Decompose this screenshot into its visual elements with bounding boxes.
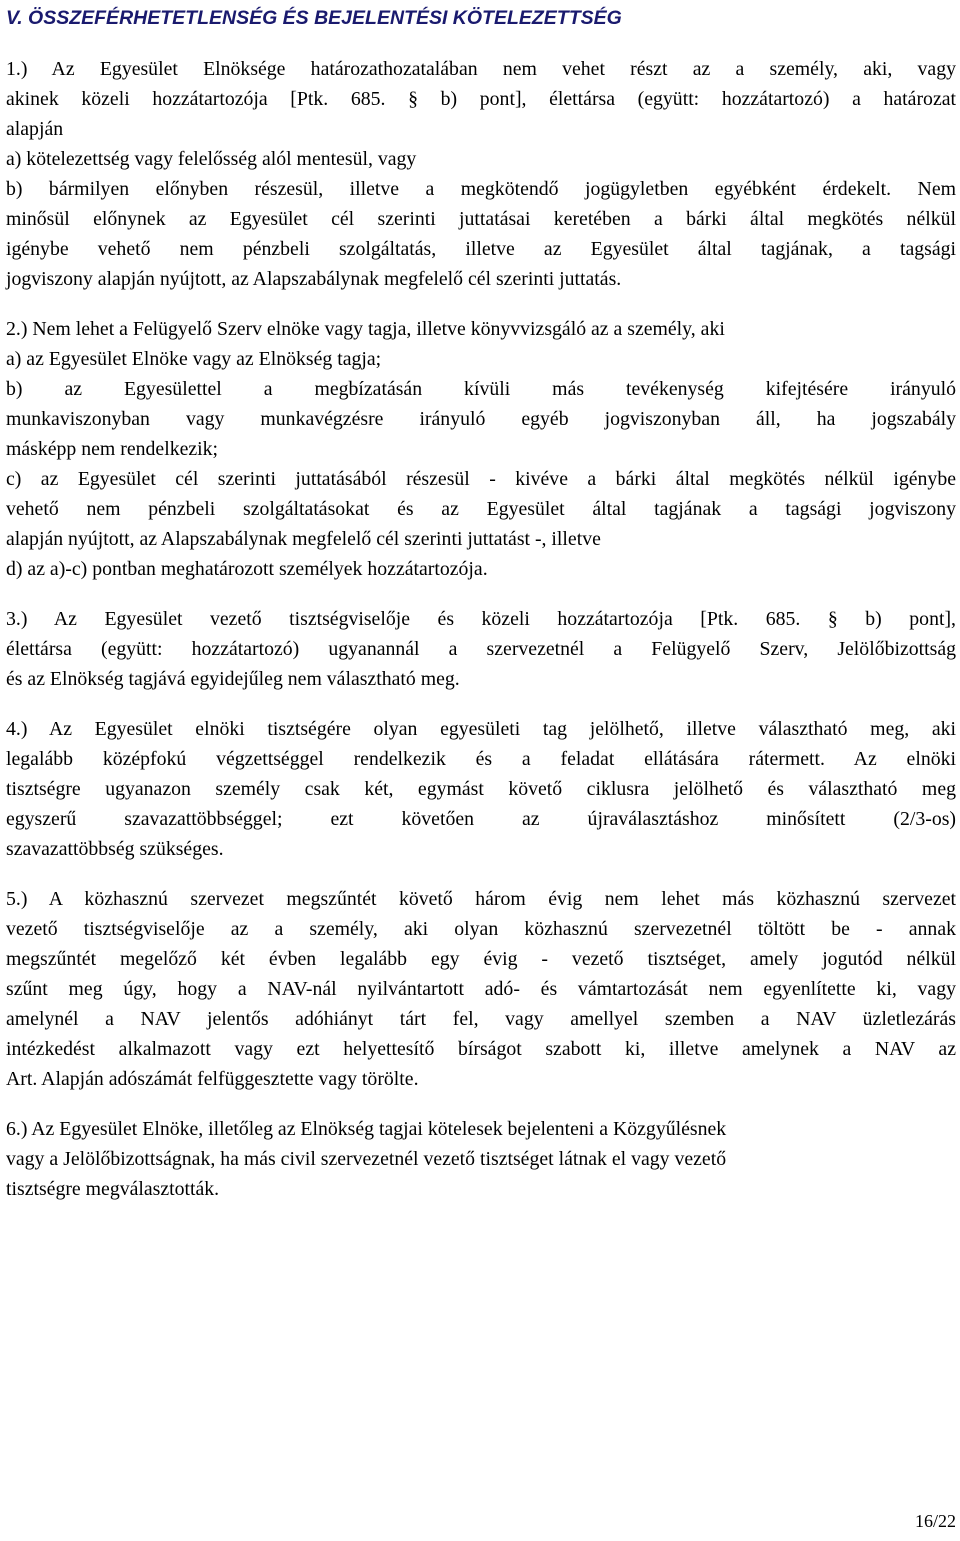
paragraph-gap <box>6 584 956 604</box>
text-line: élettársa (együtt: hozzátartozó) ugyanannál a szervezetnél a Felügyelő Szerv, Jelölőbizottság <box>6 638 956 660</box>
text-line: b) az Egyesülettel a megbízatásán kívüli más tevékenység kifejtésére irányuló <box>6 378 956 400</box>
text-line: 3.) Az Egyesület vezető tisztségviselője és közeli hozzátartozója [Ptk. 685. § b) pont], <box>6 608 956 630</box>
text-line: 2.) Nem lehet a Felügyelő Szerv elnöke vagy tagja, illetve könyvvizsgáló az a személy, aki <box>6 318 725 340</box>
text-line: a) kötelezettség vagy felelősség alól mentesül, vagy <box>6 148 417 170</box>
text-line: legalább középfokú végzettséggel rendelkezik és a feladat ellátására rátermett. Az elnöki <box>6 748 956 770</box>
paragraph-gap <box>6 1094 956 1114</box>
text-line: és az Elnökség tagjává egyidejűleg nem választható meg. <box>6 668 460 690</box>
paragraph-1 <box>6 54 956 294</box>
page-number: 16/22 <box>914 1511 956 1531</box>
text-line: minősül előnynek az Egyesület cél szerinti juttatásai keretében a bárki által megkötés nélkül <box>6 208 956 230</box>
text-line: 4.) Az Egyesület elnöki tisztségére olyan egyesületi tag jelölhető, illetve választható meg, aki <box>6 718 956 740</box>
text-line: 5.) A közhasznú szervezet megszűntét követő három évig nem lehet más közhasznú szervezet <box>6 888 956 910</box>
text-line: szavazattöbbség szükséges. <box>6 838 224 860</box>
paragraph-gap <box>6 694 956 714</box>
text-line: amelynél a NAV jelentős adóhiányt tárt fel, vagy amellyel szemben a NAV üzletlezárás <box>6 1008 956 1030</box>
text-line: intézkedést alkalmazott vagy ezt helyettesítő bírságot szabott ki, illetve amelynek a NAV az <box>6 1038 956 1060</box>
text-line: megszűntét megelőző két évben legalább egy évig - vezető tisztséget, amely jogutód nélkül <box>6 948 956 970</box>
text-line: vagy a Jelölőbizottságnak, ha más civil szervezetnél vezető tisztséget látnak el vagy vezető <box>6 1148 727 1170</box>
paragraph-gap <box>6 864 956 884</box>
text-line: vehető nem pénzbeli szolgáltatásokat és az Egyesület által tagjának a tagsági jogviszony <box>6 498 956 520</box>
text-line: alapján <box>6 118 64 140</box>
text-line: jogviszony alapján nyújtott, az Alapszabálynak megfelelő cél szerinti juttatás. <box>6 268 622 290</box>
text-line: igénybe vehető nem pénzbeli szolgáltatás, illetve az Egyesület által tagjának, a tagsági <box>6 238 956 260</box>
text-line: tisztségre megválasztották. <box>6 1178 220 1200</box>
paragraph-gap <box>6 294 956 314</box>
sections-container <box>6 54 956 1204</box>
section-heading: V. ÖSSZEFÉRHETETLENSÉG ÉS BEJELENTÉSI KÖTELEZETTSÉG <box>6 7 622 29</box>
text-line: másképp nem rendelkezik; <box>6 438 219 460</box>
text-line: 1.) Az Egyesület Elnöksége határozathozatalában nem vehet részt az a személy, aki, vagy <box>6 58 956 80</box>
text-line: vezető tisztségviselője az a személy, aki olyan közhasznú szervezetnél töltött be - annak <box>6 918 956 940</box>
text-line: alapján nyújtott, az Alapszabálynak megfelelő cél szerinti juttatást -, illetve <box>6 528 601 550</box>
text-line: szűnt meg úgy, hogy a NAV-nál nyilvántartott adó- és vámtartozását nem egyenlítette ki, vagy <box>6 978 956 1000</box>
text-line: c) az Egyesület cél szerinti juttatásából részesül - kivéve a bárki által megkötés nélkül igénybe <box>6 468 956 490</box>
text-line: tisztségre ugyanazon személy csak két, egymást követő ciklusra jelölhető és választható meg <box>6 778 956 800</box>
text-line: b) bármilyen előnyben részesül, illetve a megkötendő jogügyletben egyébként érdekelt. Nem <box>6 178 956 200</box>
paragraph-5 <box>6 884 956 1094</box>
text-line: egyszerű szavazattöbbséggel; ezt követően az újraválasztáshoz minősített (2/3-os) <box>6 808 956 830</box>
paragraph-6 <box>6 1114 956 1204</box>
paragraph-4 <box>6 714 956 864</box>
text-line: d) az a)-c) pontban meghatározott személyek hozzátartozója. <box>6 558 488 580</box>
paragraph-3 <box>6 604 956 694</box>
text-line: a) az Egyesület Elnöke vagy az Elnökség tagja; <box>6 348 382 370</box>
text-line: munkaviszonyban vagy munkavégzésre irányuló egyéb jogviszonyban áll, ha jogszabály <box>6 408 956 430</box>
document-page <box>6 0 956 1204</box>
text-line: Art. Alapján adószámát felfüggesztette vagy törölte. <box>6 1068 419 1090</box>
text-line: 6.) Az Egyesület Elnöke, illetőleg az Elnökség tagjai kötelesek bejelenteni a Közgyűlésnek <box>6 1118 727 1140</box>
text-line: akinek közeli hozzátartozója [Ptk. 685. § b) pont], élettársa (együtt: hozzátartozó) a határozat <box>6 88 956 110</box>
paragraph-2 <box>6 314 956 584</box>
